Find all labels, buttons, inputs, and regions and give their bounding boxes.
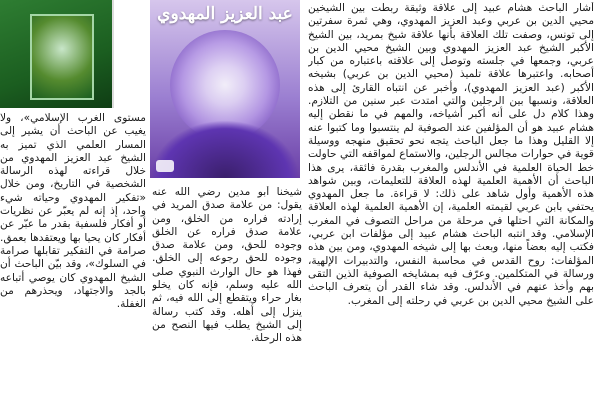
article-paragraph: أشار الباحث هشام عبيد إلى علاقة وثيقة ربطت بين الشيخين محيي الدين بن عربي وعبد العزيز المهدوي، وهي ثمرة سفرتين إلى تونس، وصفت تلك العلاقة بأنها علاقة شيخ بمريد، بين الشيخ الأكبر الشيخ عبد العزيز المهدوي وبين الشيخ محيي الدين بن عربي، وجمعها في جلسته وتوصل إلى علاقته باعتباره من كبار أصحابه. واعتبرها علاقة تلميذ (محيي الدين بن عربي) بشيخه الأكبر (عبد العزيز المهدوي)، وأخبر عن انتباه القارئ إلى هذه العلاقة، ونسبها بين الرجلين والتي امتدت عبر سنين من التلازم. وهذا كلام دل على أنه أكبر أشياخه، والمهم في ما نقطن إليه هشام عبيد هو أن المؤلفين عند الصوفية لم ينتسبوا وما كتبوا عنه إلا القليل وهذا ما جعل الباحث يتجه نحو تحقيق منهجه ووسيلة قوية في حوارات مجالس الرجلين، والاستماع لمواقفه التي حاولت خط الحياة العلمية في الأندلس والمغرب بقدرة فائقة، يرى هذا الباحث أن الأهمية العلمية لهذه العلاقة للتعليمات، وبين شواهد هذه الأهمية وأول شاهد على ذلك: لا قراءة. ما جعل المهدوي يحتفي بابن عربي لقيمته العلمية، إن الأهمية العلمية لهذه العلاقة والمكانة التي احتلها في مرحلة من مراحل التصوف في المغرب الإسلامي. وقد انتبه الباحث هشام عبيد إلى مؤلفات ابن عربي، فكتب إليه بعضاً منها، وبعث بها إلى شيخه المهدوي، ومن بين هذه المؤلفات: روح القدس في محاسبة النفس، والتدبيرات الإلهية، ورسالة في المتكلمين. وعرّف فيه بمشايخه الصوفية الذين التقى بهم وأخذ عنهم في الأندلس. وقد شاء القدر أن يتعرف الباحث على الشيخ محيي الدين بن عربي في رحلته إلى المغرب. — [308, 2, 594, 307]
book-cover-ornament — [30, 14, 94, 100]
article-column-right — [308, 2, 594, 398]
article-paragraph: مستوى الغرب الإسلامي»، ولا يغيب عن الباحث أن يشير إلى المسار العلمي الذي تميز به الشيخ عبد العزيز المهدوي من خلال قراءته لهذه الرسالة الشخصية في التاريخ، ومن خلال «تفكير المهدوي وحياته شيء واحد، إذ إنه لم يعبّر عن نظريات أو أفكار فلسفية بقدر ما عبّر عن أفكار كان يحيا بها ويعتقدها بعمق. صرامة في التفكير تقابلها صرامة في السلوك»، وقد بيّن الباحث أن الشيخ المهدوي كان يوصي أتباعه بالجد والاجتهاد، ويحذرهم من الغفلة. — [0, 112, 146, 311]
book-cover-purple-image — [150, 0, 300, 178]
publisher-logo-icon — [156, 160, 174, 172]
book-cover-green-image — [0, 0, 114, 108]
article-column-middle — [152, 186, 302, 398]
article-paragraph: شيخنا أبو مدين رضي الله عنه يقول: من علامة صدق المريد في إرادته فراره من الخلق، ومن علامة صدق فراره عن الخلق وجوده للحق، ومن علامة صدق وجوده للحق رجوعه إلى الخلق. فهذا هو حال الوارث النبوي صلى الله عليه وسلم، فإنه كان يخلو بغار حراء ويتقطع إلى الله فيه، ثم ينزل إلى أهله. وقد كتب رسالة إلى الشيخ يطلب فيها النصح من هذه الرحلة. — [152, 186, 302, 345]
article-column-left — [0, 112, 146, 398]
book-cover-title: عبد العزيز المهدوي — [157, 4, 293, 24]
